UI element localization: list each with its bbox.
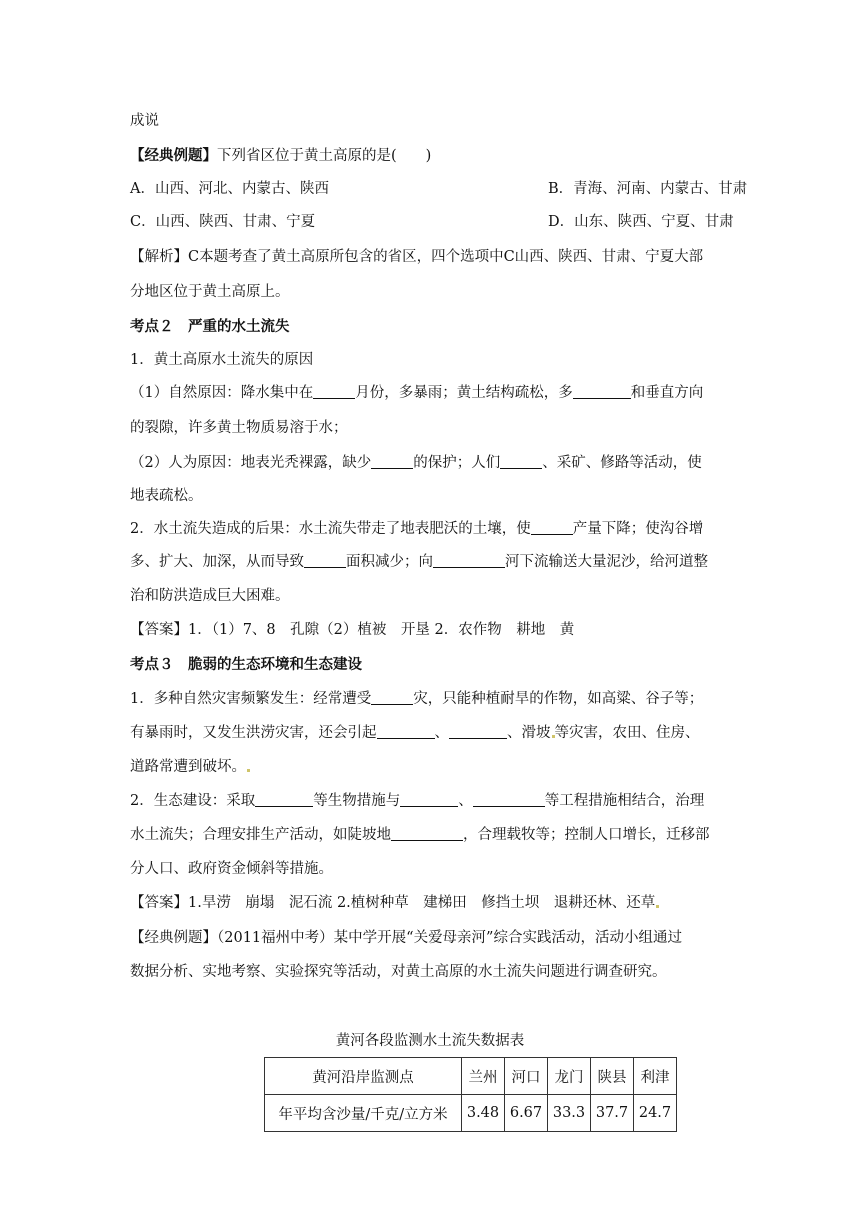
blank bbox=[391, 826, 463, 841]
text-span: 和垂直方向 bbox=[630, 385, 704, 401]
text-span: 2．生态建设：采取 bbox=[130, 793, 256, 809]
text-line bbox=[130, 757, 250, 777]
option-b: B．青海、河南、内蒙古、甘肃 bbox=[548, 181, 748, 197]
text-span: 、滑坡 bbox=[507, 725, 551, 741]
text-span: 等灾害，农田、住房、 bbox=[554, 725, 700, 741]
text-span: （1）自然原因：降水集中在 bbox=[130, 385, 314, 401]
row-label-cell: 年平均含沙量/千克/立方米 bbox=[265, 1095, 462, 1132]
option-row bbox=[130, 212, 734, 232]
value-cell: 33.3 bbox=[548, 1095, 591, 1132]
blank bbox=[473, 792, 545, 807]
text-span: 河下流输送大量泥沙，给河道整 bbox=[505, 554, 708, 570]
option-a: A．山西、河北、内蒙古、陕西 bbox=[130, 181, 329, 197]
fill-blank-line bbox=[130, 453, 702, 473]
blank bbox=[371, 454, 413, 469]
table-header-row bbox=[265, 1058, 677, 1095]
answer-line: 【答案】1．（1）7、8 孔隙（2）植被 开垦 2．农作物 耕地 黄 bbox=[130, 622, 575, 638]
data-table bbox=[264, 1057, 677, 1132]
station-cell: 龙门 bbox=[548, 1058, 591, 1095]
question-text: 下列省区位于黄土高原的是( ) bbox=[217, 148, 432, 164]
blank bbox=[377, 724, 435, 739]
table-row bbox=[265, 1095, 677, 1132]
text-span: 1．多种自然灾害频繁发生：经常遭受 bbox=[130, 691, 372, 707]
blank bbox=[433, 553, 505, 568]
analysis-line: 分地区位于黄土高原上。 bbox=[130, 284, 290, 300]
blank bbox=[371, 690, 413, 705]
text-span: 有暴雨时，又发生洪涝灾害，还会引起 bbox=[130, 725, 377, 741]
station-cell: 河口 bbox=[505, 1058, 548, 1095]
text-span: 多、扩大、加深，从而导致 bbox=[130, 554, 304, 570]
text-span: 灾，只能种植耐旱的作物，如高粱、谷子等； bbox=[413, 691, 704, 707]
text-span: 面积减少；向 bbox=[346, 554, 433, 570]
example-question: 【经典例题】（2011福州中考）某中学开展“关爱母亲河”综合实践活动，活动小组通过 bbox=[130, 930, 682, 946]
text-span: 、 bbox=[434, 725, 449, 741]
fill-blank-line bbox=[130, 791, 704, 811]
text-span: 的保护；人们 bbox=[413, 455, 501, 471]
section-heading: 考点３ 脆弱的生态环境和生态建设 bbox=[130, 656, 362, 673]
text-line: 1．黄土高原水土流失的原因 bbox=[130, 352, 314, 368]
blank bbox=[573, 384, 631, 399]
blank bbox=[400, 792, 458, 807]
station-cell: 兰州 bbox=[462, 1058, 505, 1095]
example-tag: 【经典例题】 bbox=[130, 147, 217, 164]
blank bbox=[313, 384, 355, 399]
fill-blank-line bbox=[130, 723, 700, 743]
text-span: 水土流失；合理安排生产活动，如陡坡地 bbox=[130, 827, 391, 843]
text-span: 产量下降；使沟谷增 bbox=[572, 521, 704, 537]
text-span: 道路常遭到破坏。 bbox=[130, 759, 246, 775]
text-span: 、采矿、修路等活动，使 bbox=[542, 455, 702, 471]
blank bbox=[500, 454, 542, 469]
text-span: 【答案】1.旱涝 崩塌 泥石流 2.植树种草 建梯田 修挡土坝 退耕还林、还草 bbox=[130, 895, 656, 911]
value-cell: 6.67 bbox=[505, 1095, 548, 1132]
value-cell: 37.7 bbox=[591, 1095, 634, 1132]
text-span: 2．水土流失造成的后果：水土流失带走了地表肥沃的土壤，使 bbox=[130, 521, 531, 537]
station-cell: 利津 bbox=[634, 1058, 677, 1095]
table-caption: 黄河各段监测水土流失数据表 bbox=[335, 1033, 525, 1049]
station-cell: 陕县 bbox=[591, 1058, 634, 1095]
value-cell: 24.7 bbox=[634, 1095, 677, 1132]
fill-blank-line bbox=[130, 825, 710, 845]
section-heading: 考点２ 严重的水土流失 bbox=[130, 318, 290, 335]
text-span: ，合理载牧等；控制人口增长，迁移部 bbox=[463, 827, 710, 843]
value-cell: 3.48 bbox=[462, 1095, 505, 1132]
text-line: 数据分析、实地考察、实验探究等活动，对黄土高原的水土流失问题进行调查研究。 bbox=[130, 964, 667, 980]
text-line: 的裂隙，许多黄土物质易溶于水； bbox=[130, 420, 348, 436]
text-span: 等生物措施与 bbox=[313, 793, 401, 809]
header-label-cell: 黄河沿岸监测点 bbox=[265, 1058, 462, 1095]
blank bbox=[449, 724, 507, 739]
option-row bbox=[130, 179, 748, 199]
blank bbox=[304, 553, 346, 568]
example-question bbox=[130, 146, 431, 166]
text-line: 地表疏松。 bbox=[130, 488, 203, 504]
text-line: 分人口、政府资金倾斜等措施。 bbox=[130, 861, 333, 877]
fill-blank-line bbox=[130, 383, 703, 403]
option-c: C．山西、陕西、甘肃、宁夏 bbox=[130, 214, 316, 230]
analysis-line: 【解析】C本题考查了黄土高原所包含的省区，四个选项中C山西、陕西、甘肃、宁夏大部 bbox=[130, 249, 704, 265]
fill-blank-line bbox=[130, 552, 708, 572]
option-d: D．山东、陕西、宁夏、甘肃 bbox=[548, 214, 734, 230]
text-line: 成说 bbox=[130, 113, 159, 129]
text-span: 等工程措施相结合，治理 bbox=[544, 793, 705, 809]
text-span: 、 bbox=[458, 793, 473, 809]
artifact-dot bbox=[656, 905, 659, 908]
fill-blank-line bbox=[130, 689, 703, 709]
answer-line bbox=[130, 893, 659, 913]
fill-blank-line bbox=[130, 519, 703, 539]
artifact-dot bbox=[247, 769, 250, 772]
blank bbox=[255, 792, 313, 807]
blank bbox=[531, 520, 573, 535]
text-span: 月份，多暴雨；黄土结构疏松，多 bbox=[355, 385, 573, 401]
text-line: 治和防洪造成巨大困难。 bbox=[130, 588, 290, 604]
text-span: （2）人为原因：地表光秃裸露，缺少 bbox=[130, 455, 372, 471]
